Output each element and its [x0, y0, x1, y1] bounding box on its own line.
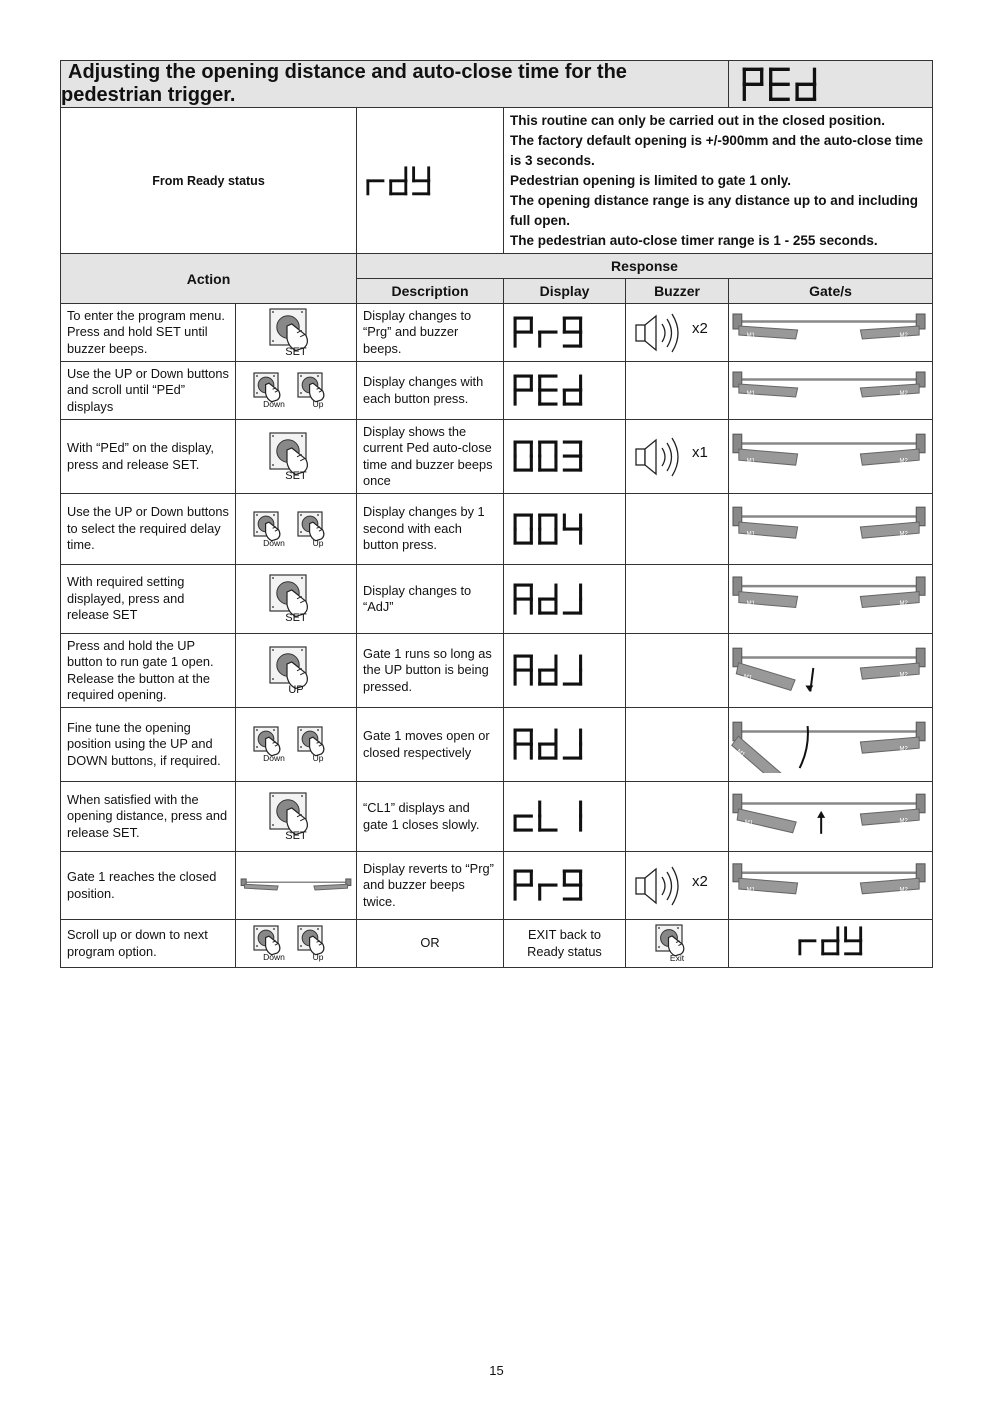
gate-m1-label: M1 [746, 531, 756, 538]
button-label: SET [285, 469, 307, 482]
lcd-step-display [512, 868, 625, 902]
lcd-step-display [512, 653, 625, 687]
step-button [236, 565, 357, 634]
note-line: The pedestrian auto-close timer range is 1 - 255 seconds. [510, 233, 878, 248]
step-buzzer [626, 362, 729, 420]
gate-m2-label: M2 [899, 601, 908, 608]
step-display-text: EXIT back to Ready status [504, 920, 626, 968]
gate-m2-label: M2 [899, 887, 908, 894]
step-buzzer [626, 420, 729, 494]
lcd-ready-final [797, 925, 864, 957]
buzzer-icon [634, 435, 688, 479]
gate-m2-label: M2 [899, 818, 908, 825]
gate-diagram-icon [240, 875, 352, 897]
step-row [61, 565, 933, 634]
button-label: SET [285, 612, 307, 624]
gate-m2-label: M2 [899, 672, 908, 679]
step-gate [729, 565, 933, 634]
page-title: Adjusting the opening distance and auto-close time for the pedestrian trigger. [61, 61, 627, 106]
step-action: Gate 1 reaches the closed position. [61, 852, 236, 920]
header-gates: Gate/s [729, 279, 933, 304]
lcd-step-display [512, 315, 625, 349]
step-action: To enter the program menu. Press and hold SET until buzzer beeps. [61, 304, 236, 362]
exit-button-label: Exit [669, 953, 685, 963]
note-line: The opening distance range is any distance up to and including full open. [510, 193, 919, 228]
step-button [236, 304, 357, 362]
up-button-label: Up [312, 399, 324, 409]
gate-m2-label: M2 [899, 333, 908, 339]
step-buzzer [626, 782, 729, 852]
lcd-step-display [512, 727, 625, 761]
step-description: Display changes with each button press. [357, 362, 504, 420]
page-number: 15 [489, 1363, 504, 1378]
step-button [236, 920, 357, 968]
step-button [236, 494, 357, 565]
step-gate [729, 634, 933, 708]
lcd-title-display [741, 66, 932, 103]
step-gate [729, 420, 933, 494]
step-action: Press and hold the UP button to run gate 1 open. Release the button at the required opening. [61, 634, 236, 708]
down-button-label: Down [263, 753, 285, 763]
gate-m2-label: M2 [899, 458, 908, 465]
gate-m1-label: M1 [744, 819, 754, 827]
gate-diagram-icon [731, 305, 927, 355]
step-display [504, 634, 626, 708]
step-description: Display changes to “Prg” and buzzer beeps. [357, 304, 504, 362]
step-row [61, 634, 933, 708]
header-buzzer: Buzzer [626, 279, 729, 304]
step-row [61, 852, 933, 920]
step-description: Gate 1 runs so long as the UP button is being pressed. [357, 634, 504, 708]
buzzer-count: x2 [692, 873, 708, 890]
step-display [504, 852, 626, 920]
title-display [729, 61, 933, 108]
step-buzzer [626, 852, 729, 920]
step-buzzer [626, 634, 729, 708]
step-description: Display reverts to “Prg” and buzzer beeps twice. [357, 852, 504, 920]
ready-label: From Ready status [61, 108, 357, 254]
gate-m1-label: M1 [735, 748, 746, 759]
gate-diagram-icon [731, 853, 927, 913]
lcd-step-display [512, 512, 625, 546]
lcd-step-display [512, 439, 625, 473]
lcd-ready-display [365, 165, 503, 197]
step-buzzer [626, 708, 729, 782]
step-buzzer [626, 920, 729, 968]
up-button-label: Up [312, 537, 324, 548]
step-action: With required setting displayed, press and release SET [61, 565, 236, 634]
step-display [504, 420, 626, 494]
gate-m2-label: M2 [899, 531, 908, 538]
up-button-label: Up [312, 753, 324, 763]
step-gate [729, 852, 933, 920]
lcd-step-display [512, 799, 625, 833]
step-description: Display shows the current Ped auto-close time and buzzer beeps once [357, 420, 504, 494]
step-action: When satisfied with the opening distance, press and release SET. [61, 782, 236, 852]
header-display: Display [504, 279, 626, 304]
step-description: Display changes by 1 second with each button press. [357, 494, 504, 565]
down-button-label: Down [263, 399, 285, 409]
step-description: OR [357, 920, 504, 968]
gate-m1-label: M1 [746, 333, 756, 339]
step-row [61, 782, 933, 852]
step-button [236, 420, 357, 494]
gate-diagram-icon [731, 637, 927, 699]
step-row [61, 304, 933, 362]
gate-m1-label: M1 [746, 887, 756, 894]
gate-m2-label: M2 [899, 391, 908, 397]
step-action: Use the UP or Down buttons to select the required delay time. [61, 494, 236, 565]
gate-diagram-icon [731, 423, 927, 485]
step-gate [729, 782, 933, 852]
step-button [236, 782, 357, 852]
step-row [61, 708, 933, 782]
step-display [504, 782, 626, 852]
buzzer-icon [634, 864, 688, 908]
step-description: Gate 1 moves open or closed respectively [357, 708, 504, 782]
header-action: Action [61, 254, 357, 304]
gate-diagram-icon [731, 711, 927, 773]
header-description: Description [357, 279, 504, 304]
note-line: This routine can only be carried out in the closed position. [510, 113, 886, 128]
step-gate [729, 304, 933, 362]
step-gate [729, 362, 933, 420]
gate-diagram-icon [731, 783, 927, 845]
header-response: Response [357, 254, 933, 279]
step-button [236, 852, 357, 920]
button-label: SET [285, 345, 307, 358]
gate-diagram-icon [731, 363, 927, 413]
buzzer-count: x1 [692, 444, 708, 461]
step-gate [729, 920, 933, 968]
step-button [236, 708, 357, 782]
note-line: The factory default opening is +/-900mm and the auto-close time is 3 seconds. [510, 133, 923, 168]
step-row [61, 362, 933, 420]
header-row-1 [61, 254, 933, 279]
gate-m1-label: M1 [746, 458, 756, 465]
step-gate [729, 494, 933, 565]
step-row [61, 920, 933, 968]
down-button-label: Down [263, 952, 285, 962]
gate-diagram-icon [731, 566, 927, 627]
button-label: UP [288, 683, 304, 696]
instruction-table-wrapper [60, 60, 932, 968]
gate-diagram-icon [731, 496, 927, 558]
buzzer-count: x2 [692, 320, 708, 337]
step-description: “CL1” displays and gate 1 closes slowly. [357, 782, 504, 852]
step-display [504, 708, 626, 782]
step-gate [729, 708, 933, 782]
step-action: Use the UP or Down buttons and scroll until “PEd” displays [61, 362, 236, 420]
step-description: Display changes to “AdJ” [357, 565, 504, 634]
ready-row [61, 108, 933, 254]
step-button [236, 634, 357, 708]
step-action: Fine tune the opening position using the UP and DOWN buttons, if required. [61, 708, 236, 782]
ready-display-cell [357, 108, 504, 254]
step-buzzer [626, 304, 729, 362]
down-button-label: Down [263, 537, 285, 548]
note-line: Pedestrian opening is limited to gate 1 only. [510, 173, 792, 188]
step-display [504, 304, 626, 362]
steps-body [61, 304, 933, 968]
gate-m1-label: M1 [746, 391, 756, 397]
step-action: Scroll up or down to next program option. [61, 920, 236, 968]
step-display [504, 565, 626, 634]
step-row [61, 494, 933, 565]
buzzer-icon [634, 311, 688, 355]
step-button [236, 362, 357, 420]
step-action: With “PEd” on the display, press and release SET. [61, 420, 236, 494]
lcd-step-display [512, 373, 625, 407]
lcd-step-display [512, 582, 625, 616]
step-display [504, 362, 626, 420]
gate-m1-label: M1 [743, 673, 753, 682]
step-buzzer [626, 494, 729, 565]
title-row [61, 61, 933, 108]
gate-m1-label: M1 [746, 601, 756, 608]
gate-m2-label: M2 [899, 746, 908, 753]
step-display [504, 494, 626, 565]
button-label: SET [285, 829, 307, 842]
instruction-table [60, 60, 933, 968]
up-button-label: Up [312, 952, 324, 962]
ready-notes [504, 108, 933, 254]
step-buzzer [626, 565, 729, 634]
step-row [61, 420, 933, 494]
